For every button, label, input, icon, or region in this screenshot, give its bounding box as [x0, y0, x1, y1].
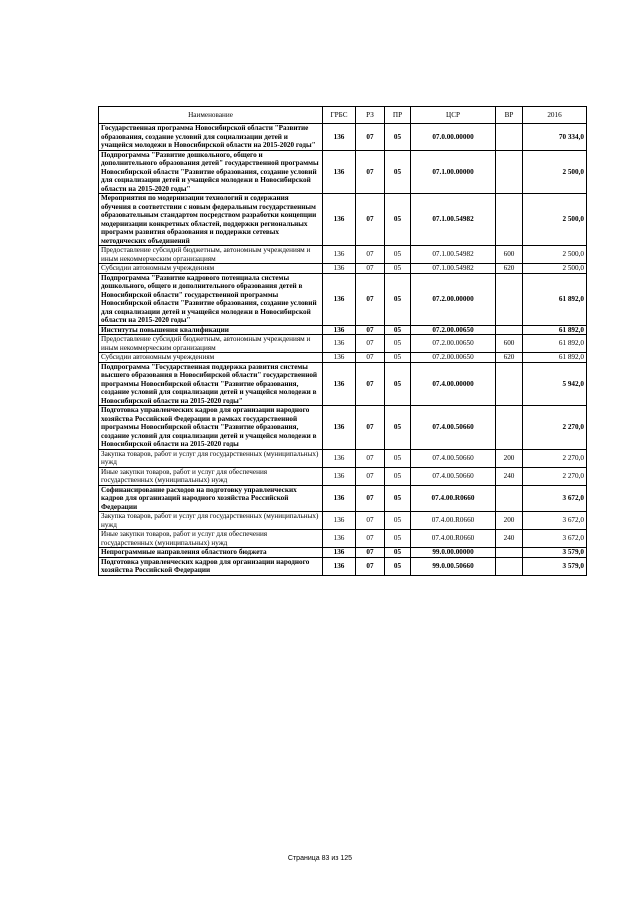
row-pr: 05	[385, 485, 411, 512]
row-csr: 07.2.00.00650	[411, 325, 496, 335]
row-name: Непрограммные направления областного бюджета	[99, 548, 323, 558]
row-rz: 07	[356, 124, 385, 151]
row-grbs: 136	[323, 325, 356, 335]
row-csr: 07.4.00.R0660	[411, 530, 496, 548]
budget-sheet	[98, 106, 586, 576]
row-vr	[496, 557, 523, 575]
table-row	[99, 150, 587, 194]
row-name: Мероприятия по модернизации технологий и содержания обучения в соответствии с новым федеральным государственным образовательным стандартом посредством разработки концепции модернизации конкретных областей, поддержки региональных программ развития образования и поддержки сетевых методических объединений	[99, 194, 323, 246]
row-rz: 07	[356, 246, 385, 264]
row-amount: 61 892,0	[523, 335, 587, 353]
row-grbs: 136	[323, 362, 356, 406]
row-grbs: 136	[323, 124, 356, 151]
row-rz: 07	[356, 406, 385, 450]
row-vr: 240	[496, 467, 523, 485]
row-csr: 07.2.00.00000	[411, 273, 496, 325]
row-rz: 07	[356, 273, 385, 325]
row-grbs: 136	[323, 150, 356, 194]
table-row	[99, 485, 587, 512]
row-csr: 07.4.00.50660	[411, 467, 496, 485]
row-amount: 3 579,0	[523, 548, 587, 558]
row-vr: 620	[496, 353, 523, 363]
row-pr: 05	[385, 264, 411, 274]
row-vr	[496, 406, 523, 450]
row-amount: 61 892,0	[523, 353, 587, 363]
row-name: Предоставление субсидий бюджетным, автономным учреждениям и иным некоммерческим организациям	[99, 246, 323, 264]
row-name: Субсидии автономным учреждениям	[99, 353, 323, 363]
row-grbs: 136	[323, 530, 356, 548]
table-row	[99, 512, 587, 530]
row-name: Подпрограмма "Развитие дошкольного, общего и дополнительного образования детей" государственной программы Новосибирской области "Развитие образования, создание условий для социализации детей и учащейся молодежи в Новосибирской области на 2015-2020 годы"	[99, 150, 323, 194]
table-row	[99, 194, 587, 246]
row-pr: 05	[385, 467, 411, 485]
row-grbs: 136	[323, 485, 356, 512]
row-vr: 240	[496, 530, 523, 548]
table-row	[99, 406, 587, 450]
row-pr: 05	[385, 335, 411, 353]
row-rz: 07	[356, 449, 385, 467]
table-row	[99, 264, 587, 274]
row-csr: 07.4.00.50660	[411, 406, 496, 450]
row-name: Субсидии автономным учреждениям	[99, 264, 323, 274]
row-pr: 05	[385, 548, 411, 558]
row-csr: 07.4.00.R0660	[411, 512, 496, 530]
table-row	[99, 557, 587, 575]
table-row	[99, 467, 587, 485]
row-amount: 3 579,0	[523, 557, 587, 575]
table-row	[99, 548, 587, 558]
header-csr: ЦСР	[411, 107, 496, 124]
row-pr: 05	[385, 325, 411, 335]
row-vr: 200	[496, 449, 523, 467]
table-row	[99, 124, 587, 151]
row-amount: 61 892,0	[523, 273, 587, 325]
table-row	[99, 530, 587, 548]
table-row	[99, 335, 587, 353]
row-name: Подпрограмма "Государственная поддержка развития системы высшего образования в Новосибирской области" государственной программы Новосибирской области "Развитие образования, создание условий для социализации детей и учащейся молодежи в Новосибирской области на 2015-2020 годы"	[99, 362, 323, 406]
row-rz: 07	[356, 335, 385, 353]
row-amount: 2 270,0	[523, 467, 587, 485]
row-amount: 2 500,0	[523, 194, 587, 246]
row-grbs: 136	[323, 449, 356, 467]
row-csr: 07.2.00.00650	[411, 335, 496, 353]
row-vr	[496, 150, 523, 194]
table-header-row	[99, 107, 587, 124]
row-csr: 07.1.00.54982	[411, 194, 496, 246]
row-name: Предоставление субсидий бюджетным, автономным учреждениям и иным некоммерческим организациям	[99, 335, 323, 353]
row-vr: 620	[496, 264, 523, 274]
row-vr	[496, 124, 523, 151]
row-vr	[496, 194, 523, 246]
row-name: Иные закупки товаров, работ и услуг для обеспечения государственных (муниципальных) нужд	[99, 467, 323, 485]
row-csr: 99.0.00.50660	[411, 557, 496, 575]
row-name: Закупка товаров, работ и услуг для государственных (муниципальных) нужд	[99, 512, 323, 530]
row-grbs: 136	[323, 353, 356, 363]
row-vr: 200	[496, 512, 523, 530]
table-body	[99, 124, 587, 576]
row-name: Иные закупки товаров, работ и услуг для обеспечения государственных (муниципальных) нужд	[99, 530, 323, 548]
row-name: Государственная программа Новосибирской области "Развитие образования, создание условий для социализации детей и учащейся молодежи в Новосибирской области на 2015-2020 годы"	[99, 124, 323, 151]
row-pr: 05	[385, 150, 411, 194]
header-pr: ПР	[385, 107, 411, 124]
row-name: Подпрограмма "Развитие кадрового потенциала системы дошкольного, общего и дополнительного образования детей в Новосибирской области" государственной программы Новосибирской области "Развитие образования, создание условий для социализации детей и учащейся молодежи в Новосибирской области на 2015-2020 годы"	[99, 273, 323, 325]
row-vr	[496, 273, 523, 325]
table-row	[99, 273, 587, 325]
row-pr: 05	[385, 557, 411, 575]
row-name: Подготовка управленческих кадров для организации народного хозяйства Российской Федерации в рамках государственной программы Новосибирской области "Развитие образования, создание условий для социализации детей и учащейся молодежи в Новосибирской области на 2015-2020 годы	[99, 406, 323, 450]
row-grbs: 136	[323, 264, 356, 274]
table-row	[99, 362, 587, 406]
row-pr: 05	[385, 273, 411, 325]
row-rz: 07	[356, 194, 385, 246]
row-vr	[496, 485, 523, 512]
table-row	[99, 449, 587, 467]
row-amount: 2 500,0	[523, 264, 587, 274]
row-grbs: 136	[323, 557, 356, 575]
row-name: Закупка товаров, работ и услуг для государственных (муниципальных) нужд	[99, 449, 323, 467]
table-row	[99, 353, 587, 363]
row-grbs: 136	[323, 194, 356, 246]
row-csr: 07.1.00.00000	[411, 150, 496, 194]
header-rz: РЗ	[356, 107, 385, 124]
row-grbs: 136	[323, 246, 356, 264]
row-pr: 05	[385, 362, 411, 406]
row-rz: 07	[356, 485, 385, 512]
row-amount: 61 892,0	[523, 325, 587, 335]
row-amount: 2 500,0	[523, 150, 587, 194]
row-csr: 07.2.00.00650	[411, 353, 496, 363]
table-row	[99, 325, 587, 335]
row-pr: 05	[385, 353, 411, 363]
budget-table	[98, 106, 587, 576]
row-pr: 05	[385, 406, 411, 450]
page-number: Страница 83 из 125	[287, 855, 353, 862]
row-rz: 07	[356, 362, 385, 406]
row-rz: 07	[356, 557, 385, 575]
row-rz: 07	[356, 353, 385, 363]
row-amount: 5 942,0	[523, 362, 587, 406]
row-rz: 07	[356, 150, 385, 194]
header-grbs: ГРБС	[323, 107, 356, 124]
row-rz: 07	[356, 264, 385, 274]
row-csr: 07.4.00.50660	[411, 449, 496, 467]
row-csr: 07.0.00.00000	[411, 124, 496, 151]
header-name: Наименование	[99, 107, 323, 124]
header-year: 2016	[523, 107, 587, 124]
row-rz: 07	[356, 467, 385, 485]
row-grbs: 136	[323, 406, 356, 450]
row-amount: 2 500,0	[523, 246, 587, 264]
row-amount: 70 334,0	[523, 124, 587, 151]
row-name: Подготовка управленческих кадров для организации народного хозяйства Российской Федерации	[99, 557, 323, 575]
row-vr: 600	[496, 246, 523, 264]
row-pr: 05	[385, 512, 411, 530]
row-amount: 3 672,0	[523, 530, 587, 548]
row-grbs: 136	[323, 548, 356, 558]
row-pr: 05	[385, 449, 411, 467]
row-vr: 600	[496, 335, 523, 353]
row-grbs: 136	[323, 273, 356, 325]
row-vr	[496, 362, 523, 406]
row-name: Софинансирование расходов на подготовку управленческих кадров для организаций народного хозяйства Российской Федерации	[99, 485, 323, 512]
row-pr: 05	[385, 194, 411, 246]
row-amount: 2 270,0	[523, 449, 587, 467]
row-vr	[496, 325, 523, 335]
row-csr: 99.0.00.00000	[411, 548, 496, 558]
row-pr: 05	[385, 246, 411, 264]
table-row	[99, 246, 587, 264]
row-csr: 07.4.00.R0660	[411, 485, 496, 512]
row-csr: 07.1.00.54982	[411, 246, 496, 264]
row-rz: 07	[356, 530, 385, 548]
row-amount: 3 672,0	[523, 485, 587, 512]
row-grbs: 136	[323, 335, 356, 353]
row-grbs: 136	[323, 512, 356, 530]
row-rz: 07	[356, 512, 385, 530]
row-rz: 07	[356, 548, 385, 558]
row-name: Институты повышения квалификации	[99, 325, 323, 335]
row-vr	[496, 548, 523, 558]
row-csr: 07.4.00.00000	[411, 362, 496, 406]
row-pr: 05	[385, 530, 411, 548]
row-grbs: 136	[323, 467, 356, 485]
row-pr: 05	[385, 124, 411, 151]
header-vr: ВР	[496, 107, 523, 124]
row-rz: 07	[356, 325, 385, 335]
row-csr: 07.1.00.54982	[411, 264, 496, 274]
row-amount: 3 672,0	[523, 512, 587, 530]
row-amount: 2 270,0	[523, 406, 587, 450]
